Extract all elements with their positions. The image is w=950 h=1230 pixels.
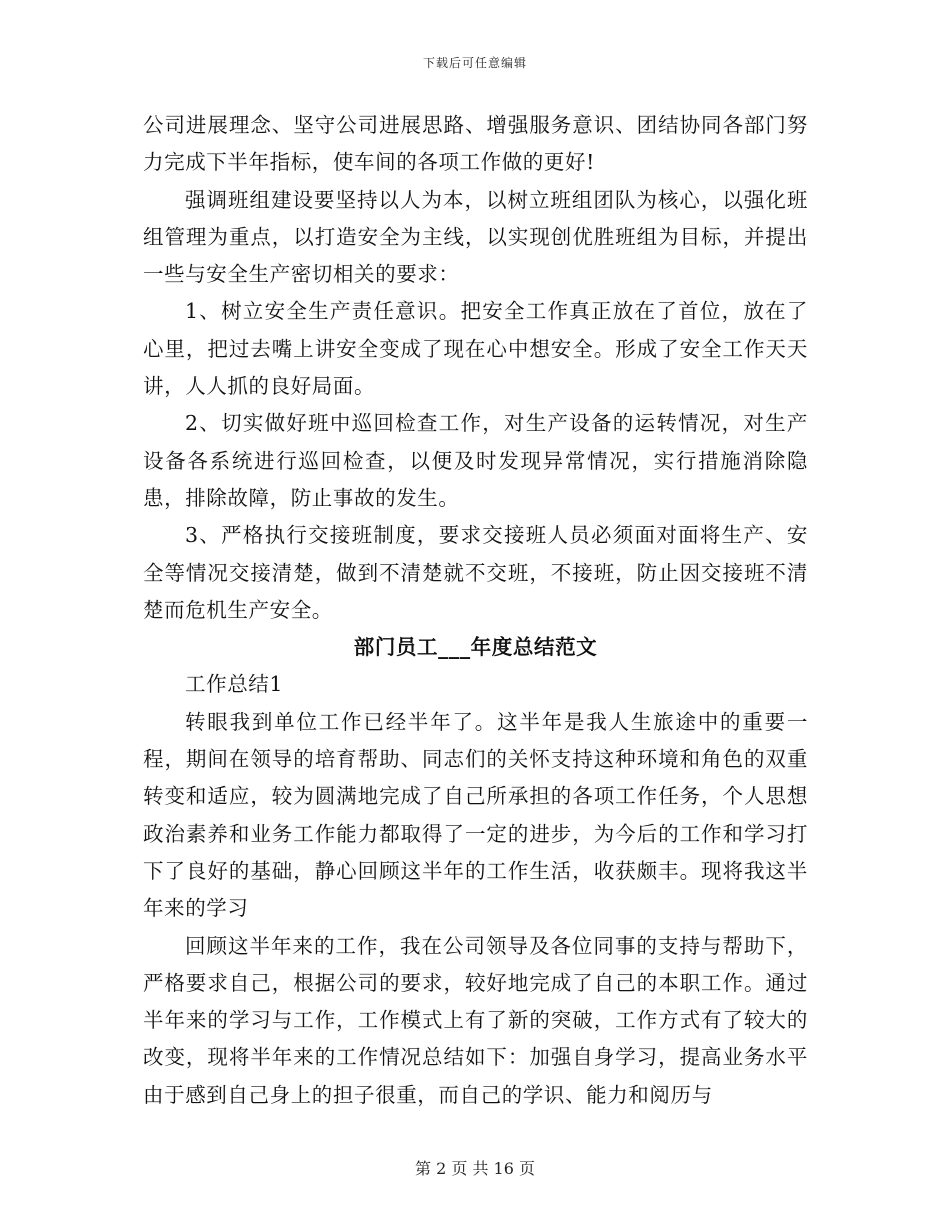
paragraph-item-1: 1、树立安全生产责任意识。把安全工作真正放在了首位，放在了心里，把过去嘴上讲安全变成了现在心中想安全。形成了安全工作天天讲，人人抓的良好局面。 xyxy=(143,299,808,399)
document-body xyxy=(143,107,808,1114)
paragraph-team-building: 强调班组建设要坚持以人为本，以树立班组团队为核心，以强化班组管理为重点，以打造安全为主线，以实现创优胜班组为目标，并提出一些与安全生产密切相关的要求： xyxy=(143,187,808,287)
paragraph-continuation: 公司进展理念、坚守公司进展思路、增强服务意识、团结协同各部门努力完成下半年指标，使车间的各项工作做的更好! xyxy=(143,113,808,175)
section-heading: 部门员工___年度总结范文 xyxy=(353,635,598,660)
paragraph-item-3: 3、严格执行交接班制度，要求交接班人员必须面对面将生产、安全等情况交接清楚，做到不清楚就不交班，不接班，防止因交接班不清楚而危机生产安全。 xyxy=(143,523,808,622)
subheading: 工作总结1 xyxy=(185,672,284,697)
paragraph-item-2: 2、切实做好班中巡回检查工作，对生产设备的运转情况，对生产设备各系统进行巡回检查，以便及时发现异常情况，实行措施消除隐患，排除故障，防止事故的发生。 xyxy=(143,411,808,510)
page-number: 第 2 页 共 16 页 xyxy=(415,1159,535,1178)
header-note: 下载后可任意编辑 xyxy=(422,56,527,70)
paragraph-half-year: 转眼我到单位工作已经半年了。这半年是我人生旅途中的重要一程，期间在领导的培育帮助、同志们的关怀支持这种环境和角色的双重转变和适应，较为圆满地完成了自己所承担的各项工作任务，个人思想政治素养和业务工作能力都取得了一定的进步，为今后的工作和学习打下了良好的基础，静心回顾这半年的工作生活，收获颇丰。现将我这半年来的学习 xyxy=(143,709,808,921)
paragraph-review: 回顾这半年来的工作，我在公司领导及各位同事的支持与帮助下，严格要求自己，根据公司的要求，较好地完成了自己的本职工作。通过半年来的学习与工作，工作模式上有了新的突破，工作方式有了较大的改变，现将半年来的工作情况总结如下：加强自身学习，提高业务水平由于感到自己身上的担子很重，而自己的学识、能力和阅历与 xyxy=(143,933,808,1107)
